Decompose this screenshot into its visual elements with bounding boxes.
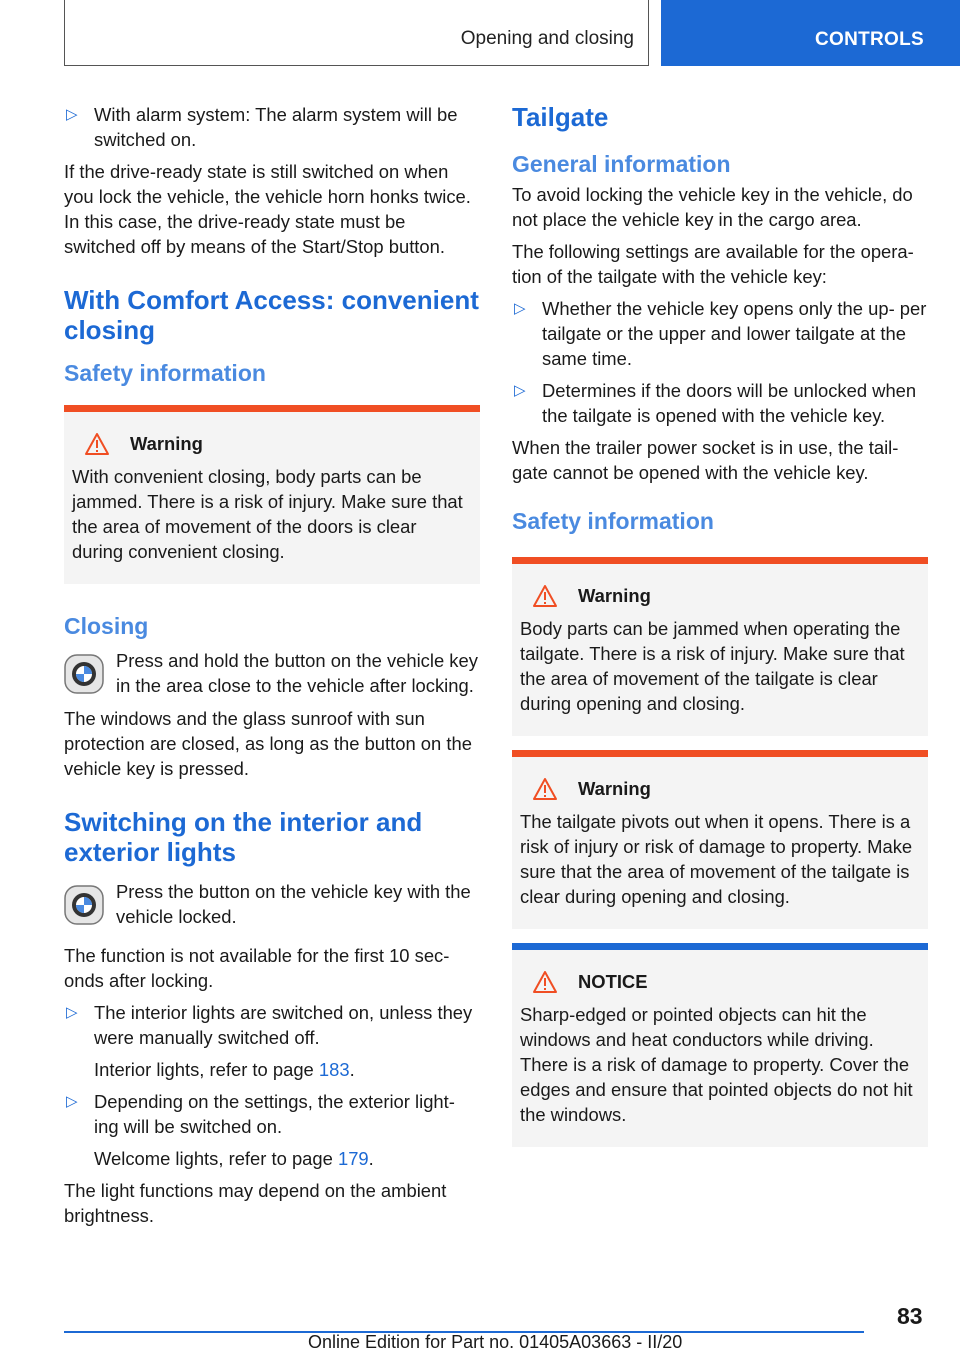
interior-lights-reference: Interior lights, refer to page 183. <box>94 1059 355 1080</box>
heading-tailgate: Tailgate <box>512 102 609 132</box>
bullet-triangle-icon: ▷ <box>66 1093 78 1110</box>
closing-instruction: Press and hold the button on the vehicle key in the area close to the vehicle after locking. <box>64 648 480 698</box>
warning-text: Body parts can be jammed when operating the tailgate. There is a risk of injury. Make sure that the area of movement of the tailgate is clear during opening and closing. <box>520 618 905 714</box>
warning-box-convenient-closing <box>64 405 480 584</box>
notice-text: Sharp-edged or pointed objects can hit the windows and heat conductors while driving. There is a risk of damage to property. Cover the edges and ensure that pointed objects do not hit the windows. <box>520 1004 913 1125</box>
warning-title: Warning <box>578 778 651 799</box>
heading-general-information: General information <box>512 151 731 177</box>
paragraph-settings: The following settings are available for the opera‐ tion of the tailgate with the vehicle key: <box>512 241 914 287</box>
header-chapter-title: CONTROLS <box>815 29 925 50</box>
page-link-183[interactable]: 183 <box>318 1059 350 1080</box>
page-number: 83 <box>897 1303 923 1329</box>
warning-triangle-icon <box>84 432 110 456</box>
bullet-interior-lights: ▷ The interior lights are switched on, unless they were manually switched off. Interior lights, refer to page 183. <box>64 1000 480 1082</box>
warning-text: With convenient closing, body parts can be jammed. There is a risk of injury. Make sure that the area of movement of the doors is clear during convenient closing. <box>72 466 463 562</box>
warning-text: The tailgate pivots out when it opens. There is a risk of injury or risk of damage to property. Make sure that the area of movement of the tailgate is clear during opening and closing. <box>520 811 913 907</box>
warning-triangle-icon <box>532 777 558 801</box>
paragraph-ambient: The light functions may depend on the ambient brightness. <box>64 1180 447 1226</box>
paragraph-avoid-locking: To avoid locking the vehicle key in the vehicle, do not place the vehicle key in the cargo area. <box>512 184 913 230</box>
header-chapter-tab <box>661 0 960 66</box>
paragraph-trailer: When the trailer power socket is in use, the tail‐ gate cannot be opened with the vehicle key. <box>512 437 899 483</box>
bullet-triangle-icon: ▷ <box>514 382 526 399</box>
warning-title: Warning <box>130 433 203 454</box>
warning-triangle-icon <box>532 970 558 994</box>
paragraph-windows: The windows and the glass sunroof with sun protection are closed, as long as the button on the vehicle key is pressed. <box>64 708 472 779</box>
heading-lights: Switching on the interior and exterior lights <box>64 807 423 867</box>
notice-title: NOTICE <box>578 971 648 992</box>
heading-safety-information: Safety information <box>64 360 266 386</box>
warning-box-tailgate-jam <box>512 557 928 736</box>
header-section-box <box>64 0 649 66</box>
bullet-doors-unlocked: ▷ Determines if the doors will be unlocked when the tailgate is opened with the vehicle key. <box>514 380 917 426</box>
footer-edition: Online Edition for Part no. 01405A03663 - II/20 <box>308 1332 683 1352</box>
warning-triangle-icon <box>532 584 558 608</box>
right-column <box>512 102 928 1147</box>
bullet-alarm: ▷ With alarm system: The alarm system will be switched on. <box>66 104 458 150</box>
bmw-key-button-icon <box>64 654 104 694</box>
bullet-upper-tailgate: ▷ Whether the vehicle key opens only the up‐ per tailgate or the upper and lower tailgate at the same time. <box>514 298 927 369</box>
heading-comfort-access: With Comfort Access: convenient closing <box>64 285 479 345</box>
bullet-triangle-icon: ▷ <box>514 300 526 317</box>
bullet-exterior-lights: ▷ Depending on the settings, the exterior light‐ ing will be switched on. Welcome lights, refer to page 179. <box>64 1089 480 1171</box>
heading-closing: Closing <box>64 613 149 639</box>
warning-title: Warning <box>578 585 651 606</box>
lights-instruction: Press the button on the vehicle key with the vehicle locked. <box>64 879 480 929</box>
left-column <box>64 102 480 1235</box>
bullet-triangle-icon: ▷ <box>66 106 78 123</box>
bullet-triangle-icon: ▷ <box>66 1004 78 1021</box>
warning-box-tailgate-pivot <box>512 750 928 929</box>
welcome-lights-reference: Welcome lights, refer to page 179. <box>94 1148 374 1169</box>
paragraph-drive-ready: If the drive-ready state is still switched on when you lock the vehicle, the vehicle horn honks twice. In this case, the drive-ready state must be switched off by means of the Start/Stop button. <box>64 161 471 257</box>
heading-safety-information-tailgate: Safety information <box>512 508 714 534</box>
notice-box-sharp-objects <box>512 943 928 1147</box>
header-section-title: Opening and closing <box>460 28 634 49</box>
paragraph-function: The function is not available for the first 10 sec‐ onds after locking. <box>64 945 450 991</box>
page-link-179[interactable]: 179 <box>337 1148 369 1169</box>
bmw-key-button-icon <box>64 885 104 925</box>
